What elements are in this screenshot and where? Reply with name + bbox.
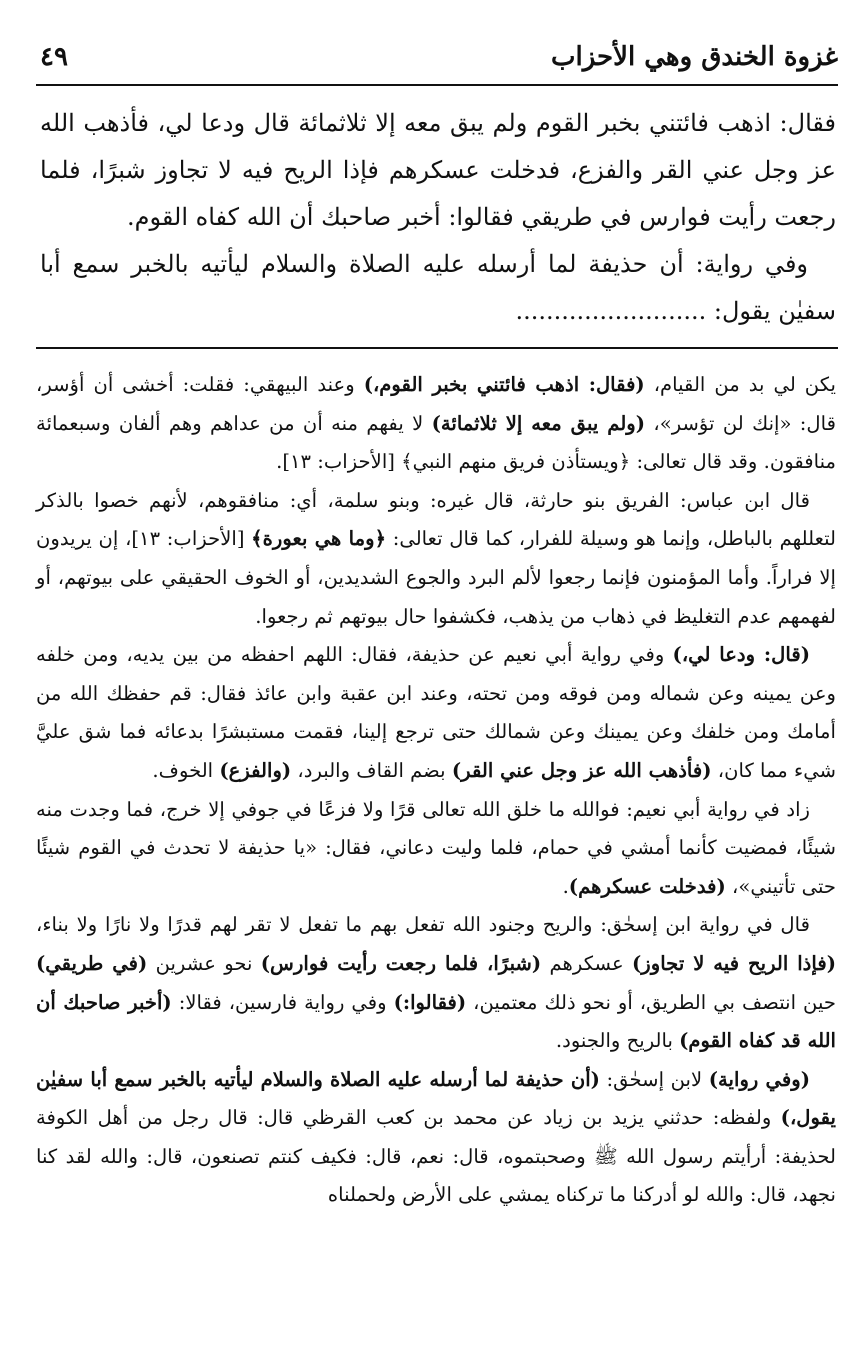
- commentary-paragraph: [36, 791, 836, 907]
- page-header: [36, 38, 838, 80]
- section-divider: [36, 347, 838, 349]
- quoted-matn: (أخبر صاحبك أن الله قد كفاه القوم): [36, 990, 836, 1053]
- quoted-matn: (فدخلت عسكرهم): [568, 874, 726, 898]
- quoted-matn: (في طريقي): [36, 951, 148, 975]
- commentary-text: الخوف.: [152, 758, 220, 782]
- commentary-text: وفي رواية أبي نعيم عن حذيفة، فقال: اللهم احفظه من بين يديه، ومن خلفه وعن يمينه وعن شماله ومن فوقه ومن تحته، وعند ابن عقبة وابن عائذ فقال: قم حفظك الله من أمامك ومن خلفك وعن يمينك وعن شمالك حتى ترجع إلينا، فقمت مستبشرًا بدعائه فما شق عليَّ شيء مما كان،: [36, 643, 836, 782]
- quoted-matn: (ولم يبق معه إلا ثلاثمائة): [431, 411, 646, 435]
- commentary-text: وعند البيهقي: فقلت: أخشى أن أؤسر، قال: «إنك لن تؤسر»،: [36, 373, 836, 435]
- commentary-text: [الأحزاب: ١٣]، إن يريدون إلا فراراً. وأما المؤمنون فإنما رجعوا لألم البرد والجوع الشديدين، أو الخوف الحقيقي على بيوتهم، أو لفهمهم عدم التغليظ في ذهاب من يذهب، فكشفوا حال بيوتهم ثم رجعوا.: [36, 527, 837, 628]
- main-text: [40, 100, 836, 335]
- commentary-text: لابن إسحٰق:: [599, 1067, 709, 1091]
- commentary-text: وفي رواية فارسين، فقالا:: [171, 990, 394, 1014]
- commentary-text: بضم القاف والبرد،: [291, 758, 452, 782]
- header-rule: [36, 84, 838, 86]
- quoted-matn: (فقالوا:): [393, 990, 467, 1014]
- quoted-matn: ﴿وما هي بعورة﴾: [251, 527, 387, 551]
- ellipsis-dots: .........................: [515, 297, 707, 325]
- main-paragraph: فقال: اذهب فائتني بخبر القوم ولم يبق معه إلا ثلاثمائة قال ودعا لي، فأذهب الله عز وجل عني القر والفزع، فدخلت عسكرهم فإذا الريح فيه لا تجاوز شبرًا، فلما رجعت رأيت فوارس في طريقي فقالوا: أخبر صاحبك أن الله كفاه القوم.: [40, 109, 836, 231]
- quoted-matn: (فقال: اذهب فائتني بخبر القوم،): [363, 373, 645, 396]
- quoted-matn: (فإذا الريح فيه لا تجاوز): [632, 951, 836, 975]
- main-paragraph-text: وفي رواية: أن حذيفة لما أرسله عليه الصلاة والسلام ليأتيه بالخبر سمع أبا سفيٰن يقول:: [40, 250, 836, 325]
- commentary: [36, 366, 836, 1215]
- commentary-paragraph: [36, 482, 836, 636]
- commentary-paragraph: [36, 636, 836, 790]
- commentary-text: حين انتصف بي الطريق، أو نحو ذلك معتمين،: [466, 990, 837, 1014]
- quoted-matn: (فأذهب الله عز وجل عني القر): [451, 758, 712, 782]
- running-title: غزوة الخندق وهي الأحزاب: [551, 42, 838, 72]
- commentary-text: عسكرهم: [541, 951, 633, 975]
- commentary-text: زاد في رواية أبي نعيم: فوالله ما خلق الله تعالى قرًا ولا فزعًا في جوفي إلا خرج، فما وجدت منه شيئًا، فمضيت كأنما أمشي في حمام، فلما وليت دعاني، فقال: «يا حذيفة لا تحدث في القوم شيئًا حتى تأتيني»،: [36, 797, 836, 898]
- commentary-paragraph: [36, 906, 836, 1060]
- commentary-paragraph: [36, 1061, 836, 1215]
- commentary-paragraph: [36, 366, 836, 482]
- commentary-text: قال في رواية ابن إسحٰق: والريح وجنود الله تفعل بهم ما تفعل لا تقر لهم قدرًا ولا نارًا ولا بناء،: [36, 913, 810, 937]
- main-paragraph: [40, 241, 836, 335]
- commentary-text: لا يفهم منه أن من عداهم وهم ألفان وسبعمائة منافقون. وقد قال تعالى: ﴿ويستأذن فريق منهم النبي﴾ [الأحزاب: ١٣].: [36, 411, 836, 474]
- commentary-text: ولفظه: حدثني يزيد بن زياد عن محمد بن كعب القرظي قال: قال رجل من أهل الكوفة لحذيفة: أرأيتم رسول الله ﷺ وصحبتموه، قال: نعم، قال: فكيف كنتم تصنعون، قال: والله لقد كنا نجهد، قال: والله لو أدركنا ما تركناه يمشي على الأرض ولحملناه: [36, 1106, 837, 1207]
- quoted-matn: (وفي رواية): [708, 1067, 810, 1091]
- commentary-text: يكن لي بد من القيام،: [644, 373, 836, 396]
- commentary-text: قال ابن عباس: الفريق بنو حارثة، قال غيره: وبنو سلمة، أي: منافقوهم، لأنهم خصوا بالذكر لتعللهم بالباطل، وإنما هو وسيلة للفرار، كما قال تعالى:: [36, 488, 836, 551]
- commentary-text: نحو عشرين: [147, 951, 261, 975]
- commentary-text: .: [562, 874, 569, 898]
- quoted-matn: (شبرًا، فلما رجعت رأيت فوارس): [260, 951, 542, 975]
- quoted-matn: (أن حذيفة لما أرسله عليه الصلاة والسلام ليأتيه بالخبر سمع أبا سفيٰن يقول،): [36, 1067, 836, 1130]
- commentary-text: بالريح والجنود.: [555, 1029, 680, 1053]
- page-number: ٤٩: [40, 42, 68, 72]
- quoted-matn: (والفزع): [219, 758, 292, 782]
- quoted-matn: (قال: ودعا لي،): [672, 643, 810, 667]
